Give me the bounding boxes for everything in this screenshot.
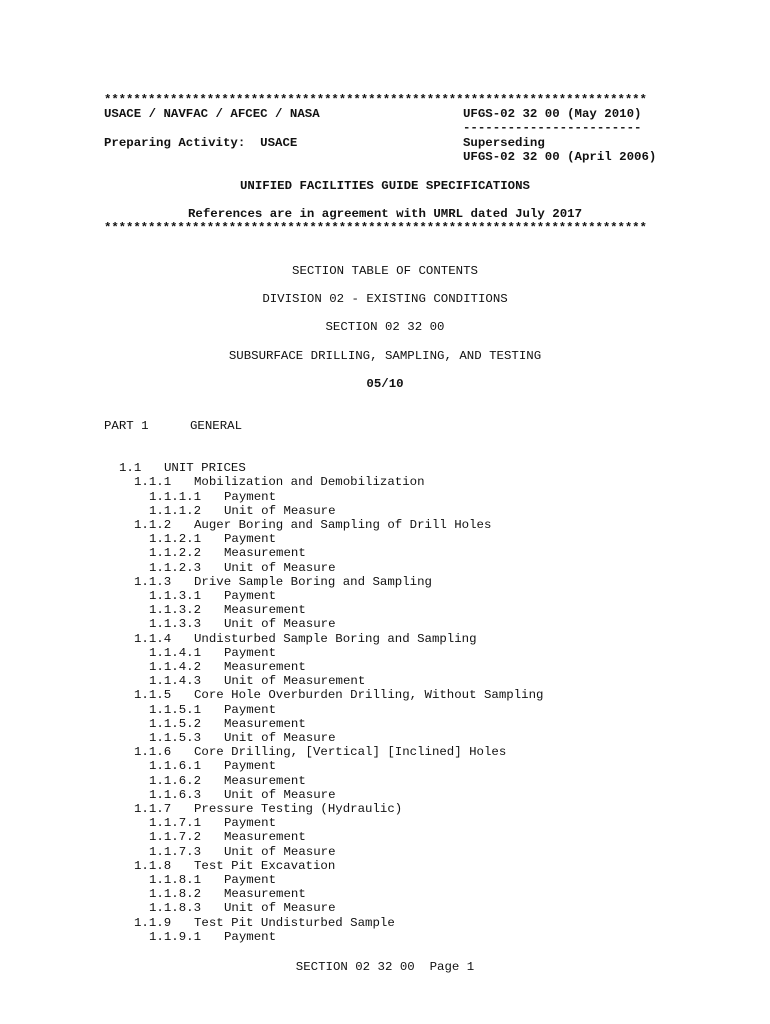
- toc-entry-label: Payment: [224, 532, 277, 547]
- toc-entry: [134, 916, 395, 930]
- header-superseded-spec: UFGS-02 32 00 (April 2006): [463, 150, 657, 164]
- toc-entry-label: UNIT PRICES: [164, 461, 246, 476]
- toc-entry-number: 1.1.9.1: [149, 929, 202, 944]
- toc-entry-number: 1.1.3.2: [149, 603, 202, 618]
- toc-entry: [134, 518, 491, 532]
- toc-entry-number: 1.1.7.3: [149, 844, 202, 859]
- toc-entry-number: PART 1: [104, 419, 149, 433]
- toc-entry-label: GENERAL: [190, 419, 243, 433]
- guide-title: UNIFIED FACILITIES GUIDE SPECIFICATIONS: [240, 179, 530, 193]
- toc-entry-label: Payment: [224, 816, 277, 831]
- page-footer: SECTION 02 32 00 Page 1: [295, 960, 475, 974]
- toc-entry: [149, 717, 306, 731]
- toc-entry-label: Measurement: [224, 546, 306, 561]
- toc-entry: [134, 859, 335, 873]
- toc-entry-label: Core Drilling, [Vertical] [Inclined] Holes: [194, 745, 507, 760]
- toc-entry-number: 1.1.7.1: [149, 816, 202, 831]
- toc-entry-number: 1.1.5.2: [149, 716, 202, 731]
- toc-entry-number: 1.1.6.2: [149, 773, 202, 788]
- toc-entry: [149, 788, 336, 802]
- toc-entry-number: 1.1.6.3: [149, 787, 202, 802]
- toc-entry: [134, 745, 506, 759]
- toc-entry: [149, 845, 336, 859]
- toc-entry-label: Payment: [224, 489, 277, 504]
- toc-entry: [149, 930, 276, 944]
- toc-entry: [149, 873, 276, 887]
- toc-entry-number: 1.1.6: [134, 745, 172, 760]
- toc-entry-label: Unit of Measure: [224, 560, 336, 575]
- toc-entry: [134, 632, 477, 646]
- toc-entry-label: Measurement: [224, 830, 306, 845]
- toc-entry-label: Measurement: [224, 773, 306, 788]
- toc-entry-number: 1.1.7.2: [149, 830, 202, 845]
- toc-entry-number: 1.1.2.3: [149, 560, 202, 575]
- toc-entry-number: 1.1.2: [134, 518, 172, 532]
- toc-entry-number: 1.1.4.2: [149, 660, 202, 674]
- toc-entry: [119, 461, 246, 475]
- section-date: 05/10: [366, 377, 404, 391]
- toc-entry-label: Unit of Measurement: [224, 674, 366, 689]
- toc-entry-number: 1.1.3.1: [149, 589, 202, 603]
- toc-entry-label: Test Pit Undisturbed Sample: [194, 915, 395, 930]
- toc-entry: [134, 575, 432, 589]
- toc-entry-number: 1.1.8.3: [149, 901, 202, 916]
- toc-entry-label: Measurement: [224, 660, 306, 674]
- toc-entry-number: 1.1.5.3: [149, 731, 202, 745]
- toc-entry-label: Unit of Measure: [224, 787, 336, 802]
- toc-part-heading: [104, 419, 242, 433]
- toc-entry-number: 1.1.5: [134, 688, 172, 703]
- section-subject: SUBSURFACE DRILLING, SAMPLING, AND TESTING: [228, 349, 542, 363]
- toc-entry-label: Payment: [224, 929, 277, 944]
- toc-entry-number: 1.1.6.1: [149, 759, 202, 774]
- toc-entry: [134, 802, 402, 816]
- toc-entry-number: 1.1.2.1: [149, 532, 202, 547]
- toc-entry: [149, 759, 276, 773]
- header-agencies: USACE / NAVFAC / AFCEC / NASA: [104, 107, 320, 121]
- toc-entry: [149, 504, 336, 518]
- toc-entry: [149, 816, 276, 830]
- toc-entry-label: Unit of Measure: [224, 617, 336, 632]
- toc-entry: [149, 546, 306, 560]
- toc-entry: [149, 490, 276, 504]
- toc-entry: [149, 561, 336, 575]
- toc-entry-label: Payment: [224, 589, 277, 603]
- toc-entry-number: 1.1.8: [134, 858, 172, 873]
- toc-entry-label: Payment: [224, 645, 277, 660]
- toc-entry-label: Measurement: [224, 887, 306, 902]
- toc-entry: [149, 603, 306, 617]
- toc-entry-label: Payment: [224, 759, 277, 774]
- toc-entry-number: 1.1.8.2: [149, 887, 202, 902]
- toc-entry: [149, 830, 306, 844]
- toc-entry: [149, 901, 336, 915]
- toc-entry-number: 1.1: [119, 461, 142, 476]
- toc-entry-label: Mobilization and Demobilization: [194, 475, 425, 490]
- toc-entry-number: 1.1.3: [134, 574, 172, 589]
- toc-entry-label: Unit of Measure: [224, 901, 336, 916]
- header-dash-rule: ------------------------: [463, 121, 642, 135]
- toc-entry: [149, 887, 306, 901]
- toc-entry-label: Test Pit Excavation: [194, 858, 336, 873]
- toc-entry-number: 1.1.4: [134, 631, 172, 646]
- toc-entry-label: Drive Sample Boring and Sampling: [194, 574, 432, 589]
- toc-entry: [149, 660, 306, 674]
- toc-entry-label: Unit of Measure: [224, 731, 336, 745]
- division-title: DIVISION 02 - EXISTING CONDITIONS: [262, 292, 508, 306]
- toc-entry-number: 1.1.2.2: [149, 546, 202, 561]
- header-preparing-activity: Preparing Activity: USACE: [104, 136, 298, 150]
- toc-entry-label: Measurement: [224, 603, 306, 618]
- header-spec-id: UFGS-02 32 00 (May 2010): [463, 107, 642, 121]
- toc-title: SECTION TABLE OF CONTENTS: [292, 264, 478, 278]
- toc-entry-label: Measurement: [224, 716, 306, 731]
- toc-entry-number: 1.1.7: [134, 802, 172, 816]
- toc-entry: [149, 617, 336, 631]
- section-number: SECTION 02 32 00: [325, 320, 445, 334]
- toc-entry-number: 1.1.1: [134, 475, 172, 490]
- toc-entry: [149, 589, 276, 603]
- header-superseding: Superseding: [463, 136, 545, 150]
- toc-entry-label: Unit of Measure: [224, 503, 336, 518]
- toc-entry-label: Undisturbed Sample Boring and Sampling: [194, 631, 477, 646]
- toc-entry: [149, 674, 365, 688]
- toc-entry-label: Unit of Measure: [224, 844, 336, 859]
- toc-entry: [149, 532, 276, 546]
- toc-entry-label: Payment: [224, 702, 277, 717]
- toc-entry: [149, 774, 306, 788]
- umrl-note: References are in agreement with UMRL dated July 2017: [187, 207, 583, 221]
- toc-entry-label: Auger Boring and Sampling of Drill Holes: [194, 518, 492, 532]
- toc-entry: [149, 703, 276, 717]
- toc-entry: [149, 731, 336, 745]
- toc-entry-number: 1.1.1.2: [149, 503, 202, 518]
- toc-entry-number: 1.1.9: [134, 915, 172, 930]
- toc-entry-label: Pressure Testing (Hydraulic): [194, 802, 403, 816]
- toc-entry-number: 1.1.1.1: [149, 489, 202, 504]
- header-star-rule-bottom: **************************************************************************: [104, 221, 647, 235]
- toc-entry-number: 1.1.4.1: [149, 645, 202, 660]
- toc-entry: [134, 688, 543, 702]
- toc-entry-number: 1.1.8.1: [149, 873, 202, 887]
- toc-entry: [134, 475, 425, 489]
- toc-entry-label: Core Hole Overburden Drilling, Without Sampling: [194, 688, 544, 703]
- toc-entry-number: 1.1.4.3: [149, 674, 202, 689]
- header-star-rule-top: **************************************************************************: [104, 93, 647, 107]
- toc-entry-label: Payment: [224, 873, 277, 887]
- toc-entry: [149, 646, 276, 660]
- toc-entry-number: 1.1.3.3: [149, 617, 202, 632]
- toc-entry-number: 1.1.5.1: [149, 702, 202, 717]
